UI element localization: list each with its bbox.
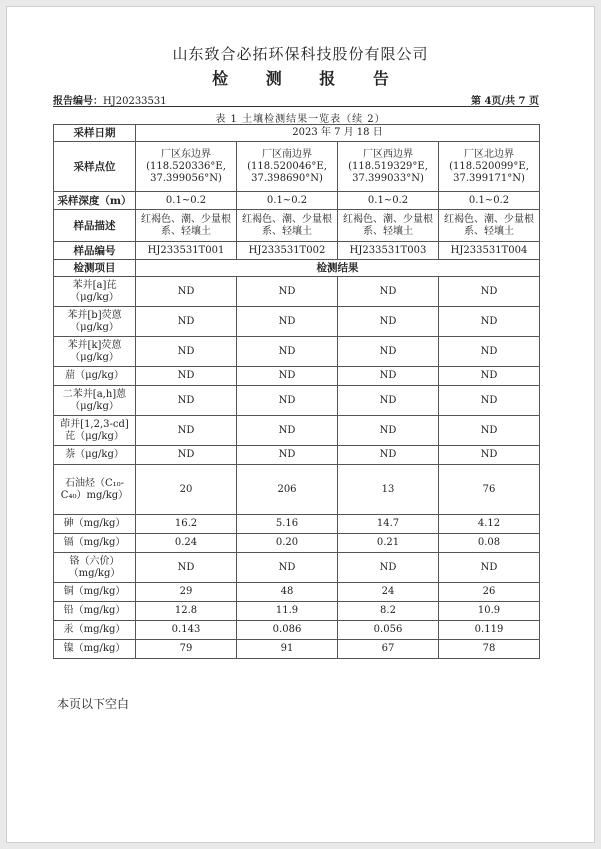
result-value: ND [338, 553, 439, 583]
result-value: 13 [338, 465, 439, 515]
result-value: ND [136, 367, 237, 386]
table-row [54, 583, 540, 602]
test-item: 石油烃（C₁₀-C₄₀）mg/kg） [54, 465, 136, 515]
table-row [54, 337, 540, 367]
date-row [54, 125, 540, 142]
test-item: 苯并[b]荧蒽（μg/kg） [54, 307, 136, 337]
result-value: ND [136, 416, 237, 446]
result-value: ND [439, 337, 540, 367]
location-coords: (118.520046°E, 37.398690°N) [247, 160, 327, 184]
test-item: 䓛（μg/kg） [54, 367, 136, 386]
description-value: 红褐色、潮、少量根系、轻壤土 [237, 210, 338, 242]
result-value: 91 [237, 640, 338, 659]
test-item: 汞（mg/kg） [54, 621, 136, 640]
result-value: ND [439, 553, 540, 583]
sample-number: HJ233531T001 [136, 242, 237, 260]
result-value: ND [237, 277, 338, 307]
depth-value: 0.1~0.2 [439, 192, 540, 210]
location-cell [237, 142, 338, 192]
description-value: 红褐色、潮、少量根系、轻壤土 [439, 210, 540, 242]
sample-number: HJ233531T002 [237, 242, 338, 260]
result-value: 48 [237, 583, 338, 602]
table-row [54, 446, 540, 465]
report-number-label: 报告编号： [53, 96, 103, 107]
sample-number: HJ233531T004 [439, 242, 540, 260]
result-value: 0.056 [338, 621, 439, 640]
result-value: ND [439, 307, 540, 337]
result-value: 0.143 [136, 621, 237, 640]
result-value: ND [338, 307, 439, 337]
depth-label: 采样深度（m） [54, 192, 136, 210]
sample-number: HJ233531T003 [338, 242, 439, 260]
date-value: 2023 年 7 月 18 日 [136, 125, 540, 142]
result-value: 16.2 [136, 515, 237, 534]
result-value: 0.20 [237, 534, 338, 553]
result-value: ND [237, 367, 338, 386]
test-item: 铅（mg/kg） [54, 602, 136, 621]
table-row [54, 465, 540, 515]
result-value: 14.7 [338, 515, 439, 534]
result-value: 0.21 [338, 534, 439, 553]
location-row [54, 142, 540, 192]
result-value: ND [237, 553, 338, 583]
table-row [54, 621, 540, 640]
result-value: 0.119 [439, 621, 540, 640]
test-item: 铬（六价）（mg/kg） [54, 553, 136, 583]
page-indicator: 第 4页/共 7 页 [470, 96, 539, 107]
result-value: 0.08 [439, 534, 540, 553]
depth-value: 0.1~0.2 [338, 192, 439, 210]
table-row [54, 534, 540, 553]
depth-value: 0.1~0.2 [237, 192, 338, 210]
depth-value: 0.1~0.2 [136, 192, 237, 210]
location-name: 厂区南边界 [262, 148, 312, 160]
table-caption: 表 1 土壤检测结果一览表（续 2） [215, 114, 386, 125]
result-value: ND [338, 416, 439, 446]
result-value: 5.16 [237, 515, 338, 534]
item-header: 检测项目 [54, 260, 136, 277]
table-row [54, 386, 540, 416]
result-value: ND [237, 307, 338, 337]
result-value: 24 [338, 583, 439, 602]
result-value: 10.9 [439, 602, 540, 621]
table-row [54, 515, 540, 534]
table-row [54, 416, 540, 446]
result-value: 0.24 [136, 534, 237, 553]
description-value: 红褐色、潮、少量根系、轻壤土 [136, 210, 237, 242]
test-item: 二苯并[a,h]蒽（μg/kg） [54, 386, 136, 416]
test-item: 铜（mg/kg） [54, 583, 136, 602]
result-value: 79 [136, 640, 237, 659]
report-number-value: HJ20233531 [103, 96, 167, 107]
location-coords: (118.520099°E, 37.399171°N) [449, 160, 529, 184]
result-value: ND [237, 446, 338, 465]
location-coords: (118.520336°E, 37.399056°N) [146, 160, 226, 184]
result-value: 0.086 [237, 621, 338, 640]
description-row [54, 210, 540, 242]
sample-number-row [54, 242, 540, 260]
result-value: 76 [439, 465, 540, 515]
blank-note: 本页以下空白 [57, 697, 130, 711]
result-value: ND [338, 367, 439, 386]
table-row [54, 307, 540, 337]
test-item: 镉（mg/kg） [54, 534, 136, 553]
test-item: 苯并[k]荧蒽（μg/kg） [54, 337, 136, 367]
test-item: 茚并[1,2,3-cd]芘（μg/kg） [54, 416, 136, 446]
location-label: 采样点位 [54, 142, 136, 192]
results-table [53, 124, 540, 659]
result-value: ND [237, 416, 338, 446]
test-item: 苯并[a]芘（μg/kg） [54, 277, 136, 307]
result-value: ND [237, 386, 338, 416]
table-row [54, 367, 540, 386]
table-row [54, 640, 540, 659]
result-value: 29 [136, 583, 237, 602]
item-header-row [54, 260, 540, 277]
result-value: ND [439, 277, 540, 307]
result-value: ND [136, 446, 237, 465]
location-cell [136, 142, 237, 192]
report-meta [53, 92, 539, 106]
depth-row [54, 192, 540, 210]
report-number [53, 92, 167, 107]
result-value: ND [338, 386, 439, 416]
result-value: ND [237, 337, 338, 367]
company-name: 山东致合必拓环保科技股份有限公司 [172, 45, 429, 63]
location-name: 厂区东边界 [161, 148, 211, 160]
test-item: 萘（μg/kg） [54, 446, 136, 465]
location-coords: (118.519329°E, 37.399033°N) [348, 160, 428, 184]
location-cell [439, 142, 540, 192]
result-value: 67 [338, 640, 439, 659]
result-value: ND [439, 416, 540, 446]
result-value: ND [136, 386, 237, 416]
result-value: 78 [439, 640, 540, 659]
location-name: 厂区西边界 [363, 148, 413, 160]
result-value: ND [439, 367, 540, 386]
table-row [54, 553, 540, 583]
result-value: 26 [439, 583, 540, 602]
sample-number-label: 样品编号 [54, 242, 136, 260]
document-title: 检 测 报 告 [212, 69, 405, 88]
result-value: 12.8 [136, 602, 237, 621]
result-value: ND [136, 553, 237, 583]
location-name: 厂区北边界 [464, 148, 514, 160]
result-value: ND [439, 446, 540, 465]
result-value: ND [338, 337, 439, 367]
result-value: ND [338, 277, 439, 307]
table-row [54, 602, 540, 621]
header-divider [53, 106, 539, 107]
result-value: ND [136, 307, 237, 337]
result-value: ND [136, 337, 237, 367]
test-item: 砷（mg/kg） [54, 515, 136, 534]
result-value: 8.2 [338, 602, 439, 621]
result-value: 4.12 [439, 515, 540, 534]
result-value: ND [439, 386, 540, 416]
table-row [54, 277, 540, 307]
date-label: 采样日期 [54, 125, 136, 142]
location-cell [338, 142, 439, 192]
result-value: 206 [237, 465, 338, 515]
results-header: 检测结果 [136, 260, 540, 277]
result-value: 20 [136, 465, 237, 515]
result-value: ND [136, 277, 237, 307]
description-label: 样品描述 [54, 210, 136, 242]
description-value: 红褐色、潮、少量根系、轻壤土 [338, 210, 439, 242]
result-value: 11.9 [237, 602, 338, 621]
test-item: 镍（mg/kg） [54, 640, 136, 659]
result-value: ND [338, 446, 439, 465]
